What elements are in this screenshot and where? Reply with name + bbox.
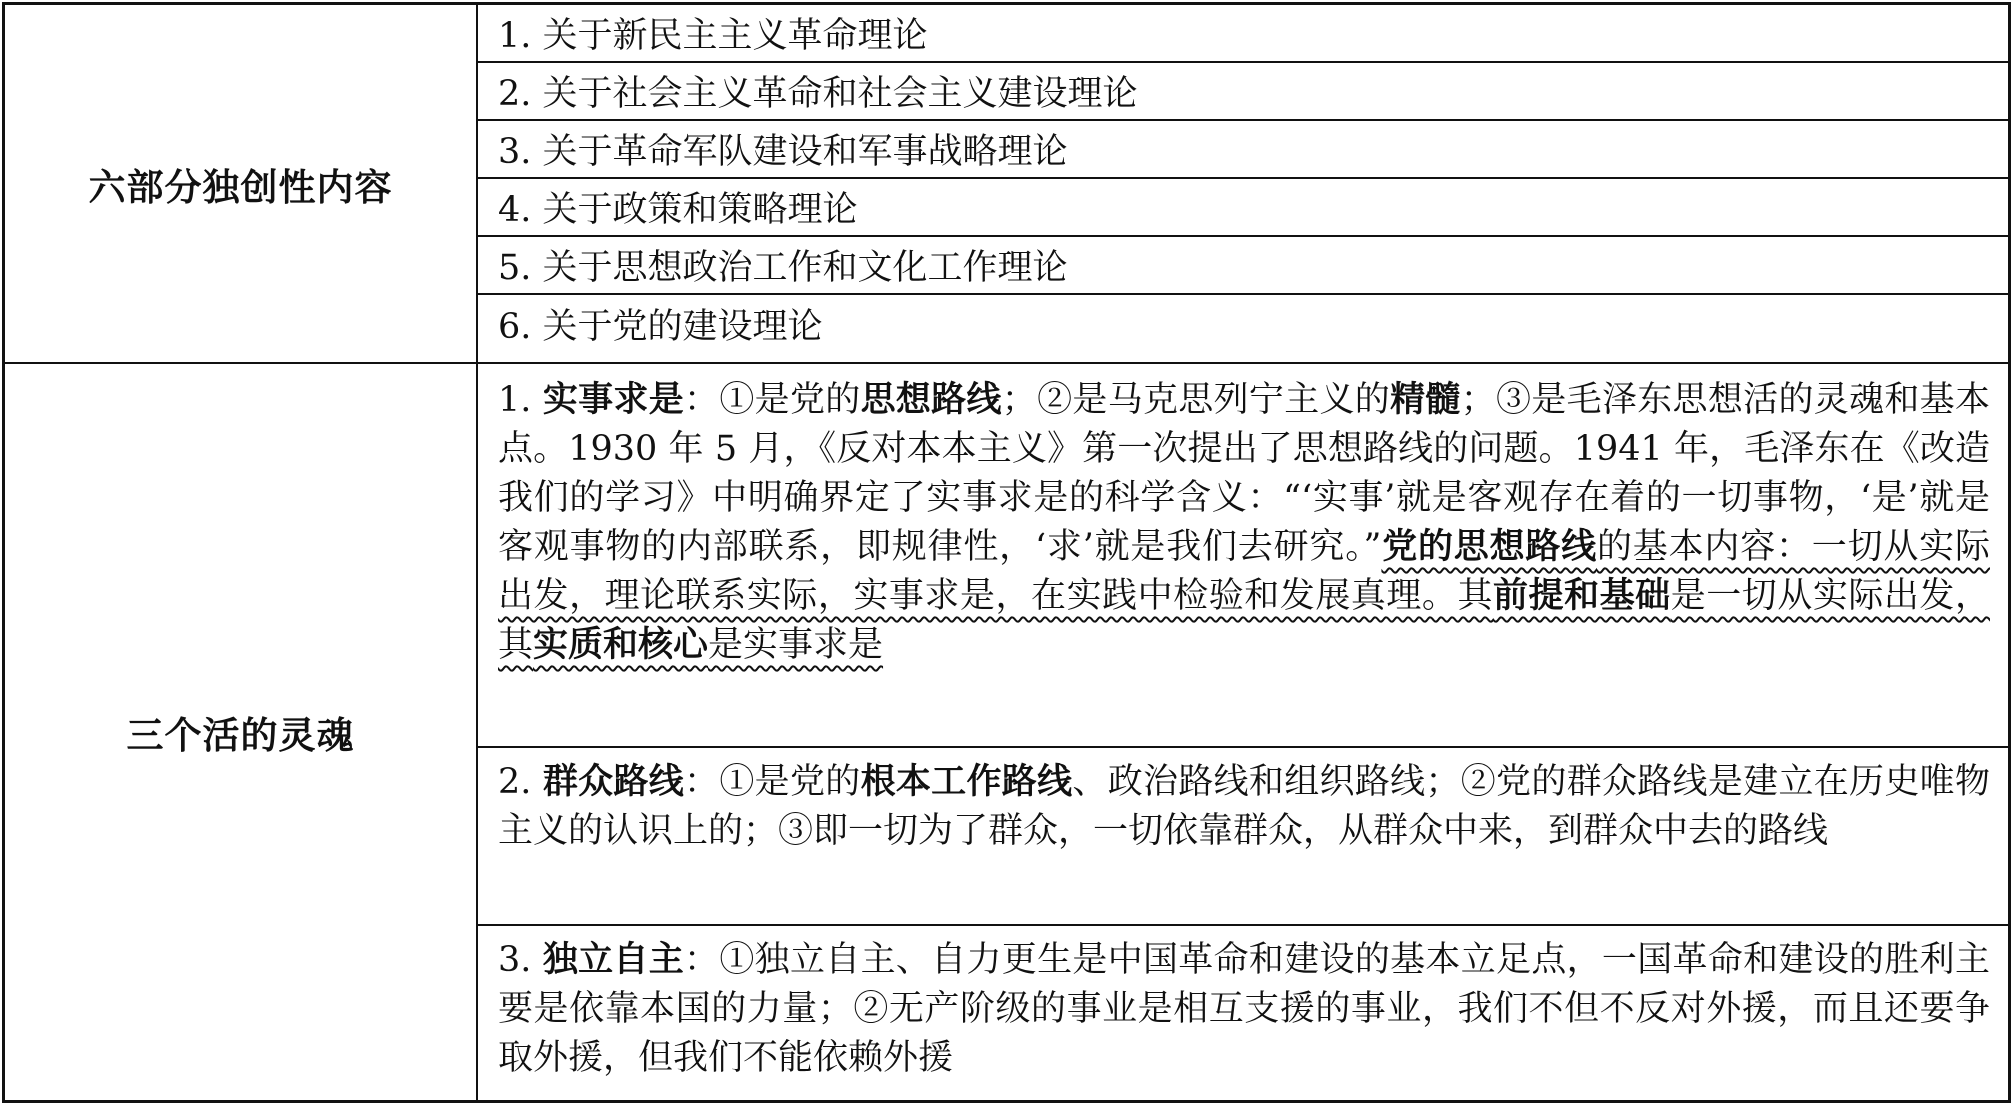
section-label-three-souls-text: 三个活的灵魂 (126, 714, 355, 757)
item-separator: ： (684, 762, 720, 802)
list-item: 6. 关于党的建设理论 (498, 307, 823, 347)
item-text: ①是党的 (719, 762, 861, 802)
content-table (2, 2, 2011, 1103)
list-item: 2. 关于社会主义革命和社会主义建设理论 (478, 63, 2008, 121)
item-keyword: 思想路线 (860, 380, 1002, 420)
item-keyword: 根本工作路线 (860, 762, 1073, 802)
list-item: 1. 关于新民主主义革命理论 (478, 5, 2008, 63)
item-text-underlined: 是一切从实际出发，其 (498, 576, 1990, 665)
section-label-three-souls (5, 364, 478, 1100)
item-text: ①是党的 (719, 380, 861, 420)
section-label-six-parts-text: 六部分独创性内容 (88, 165, 393, 209)
item-text: ；③是毛泽东思想活的灵魂和基本点。1930 年 5 月，《反对本本主义》第一次提出了思想路线的问题。1941 年，毛泽东在《改造我们的学习》中明确界定了实事求是的科学含义：“‘实事’就是客观存在着的一切事物，‘是’就是客观事物的内部联系，即规律性，‘求’就是我们去研究。” (498, 380, 1990, 567)
item-separator: ： (684, 940, 720, 980)
item-keyword-underlined: 党的思想路线 (1381, 527, 1597, 567)
item-title: 群众路线 (542, 762, 685, 802)
six-parts-list (478, 5, 2008, 364)
item-keyword: 精髓 (1390, 380, 1461, 420)
item-text-underlined: 是实事求是 (708, 625, 884, 665)
section-label-six-parts (5, 5, 478, 364)
list-item: 3. 关于革命军队建设和军事战略理论 (478, 121, 2008, 179)
list-item: 5. 关于思想政治工作和文化工作理论 (478, 237, 2008, 295)
item-number: 1. (498, 380, 543, 420)
item-keyword-underlined: 实质和核心 (533, 625, 709, 665)
item-text: ；②是马克思列宁主义的 (1001, 380, 1391, 420)
item-separator: ： (684, 380, 720, 420)
item-keyword-underlined: 前提和基础 (1493, 576, 1671, 616)
soul-item-dulizizhu (478, 926, 2008, 1100)
item-text: ①独立自主、自力更生是中国革命和建设的基本立足点，一国革命和建设的胜利主要是依靠本国的力量；②无产阶级的事业是相互支援的事业，我们不但不反对外援，而且还要争取外援，但我们不能依赖外援 (498, 940, 1990, 1078)
item-title: 实事求是 (542, 380, 685, 420)
soul-item-shishiqiushi (478, 364, 2008, 748)
item-number: 2. (498, 762, 543, 802)
soul-item-qunzhongluxian (478, 748, 2008, 926)
item-title: 独立自主 (542, 940, 685, 980)
item-text: 、政治路线和组织路线；②党的群众路线是建立在历史唯物主义的认识上的；③即一切为了群众，一切依靠群众，从群众中来，到群众中去的路线 (498, 762, 1990, 851)
item-text-underlined: 的基本内容：一切从实际出发，理论联系实际，实事求是，在实践中检验和发展真理。其 (498, 527, 1990, 616)
list-item: 4. 关于政策和策略理论 (478, 179, 2008, 237)
item-number: 3. (498, 940, 543, 980)
three-souls-list (478, 364, 2008, 1100)
